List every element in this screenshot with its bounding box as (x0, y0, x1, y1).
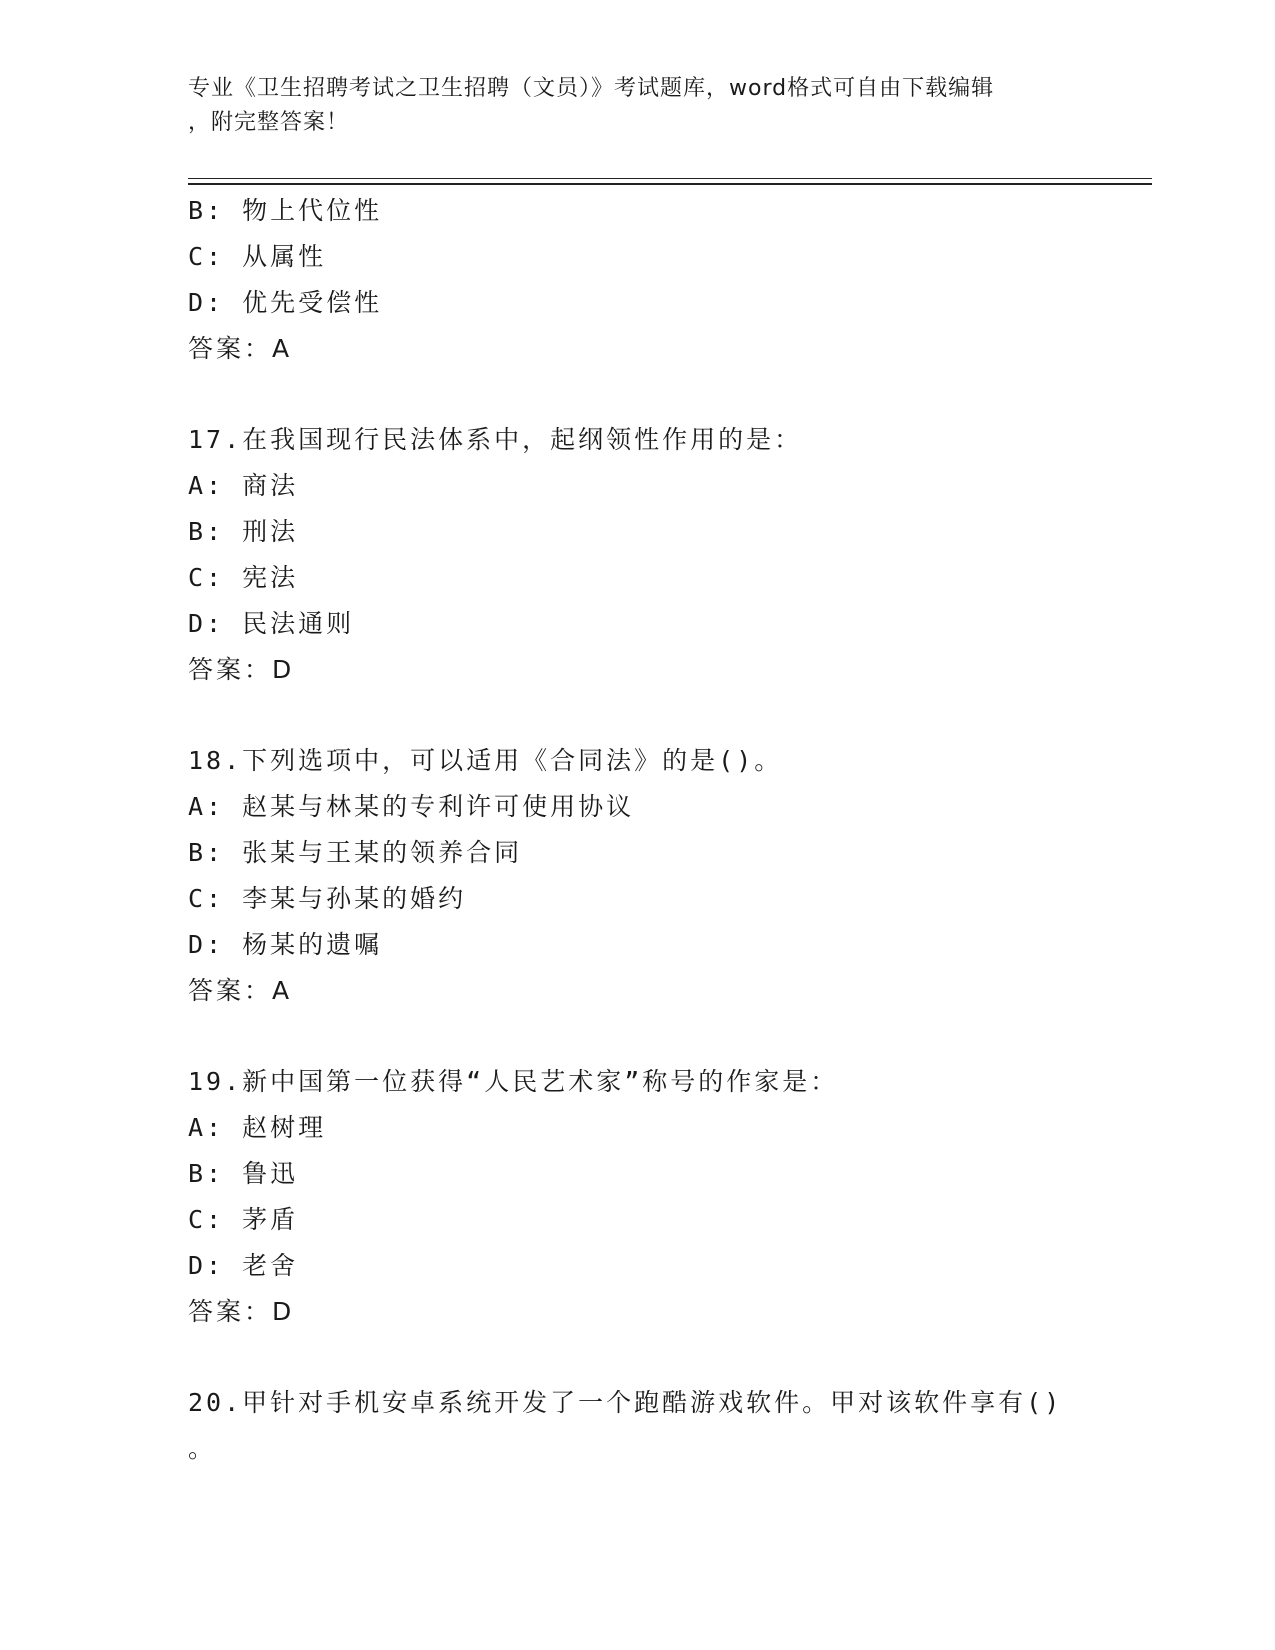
option-c: C: 宪法 (188, 563, 299, 592)
spacer (188, 693, 1088, 738)
question-stem: 19.新中国第一位获得“人民艺术家”称号的作家是： (188, 1067, 839, 1096)
spacer (188, 1014, 1088, 1059)
option-c: C: 从属性 (188, 242, 327, 271)
answer-line: 答案：D (188, 655, 295, 684)
spacer (188, 1335, 1088, 1380)
header-line-2: ，附完整答案！ (188, 110, 350, 135)
answer-line: 答案：A (188, 334, 293, 363)
option-b: B: 物上代位性 (188, 196, 383, 225)
option-d: D: 优先受偿性 (188, 288, 383, 317)
option-c: C: 李某与孙某的婚约 (188, 884, 467, 913)
question-stem-line-2: 。 (188, 1434, 217, 1463)
answer-line: 答案：D (188, 1297, 295, 1326)
question-17 (188, 417, 1088, 693)
answer-line: 答案：A (188, 976, 293, 1005)
option-b: B: 张某与王某的领养合同 (188, 838, 523, 867)
option-a: A: 赵某与林某的专利许可使用协议 (188, 792, 635, 821)
option-d: D: 老舍 (188, 1251, 299, 1280)
option-b: B: 鲁迅 (188, 1159, 299, 1188)
question-stem-line-1: 20.甲针对手机安卓系统开发了一个跑酷游戏软件。甲对该软件享有() (188, 1388, 1063, 1417)
header-divider-thick (188, 183, 1152, 185)
spacer (188, 372, 1088, 417)
header-divider-thin (188, 178, 1152, 179)
option-b: B: 刑法 (188, 517, 299, 546)
option-a: A: 赵树理 (188, 1113, 327, 1142)
option-c: C: 茅盾 (188, 1205, 299, 1234)
question-19 (188, 1059, 1088, 1335)
option-d: D: 民法通则 (188, 609, 355, 638)
option-d: D: 杨某的遗嘱 (188, 930, 383, 959)
document-header (188, 72, 1068, 140)
question-18 (188, 738, 1088, 1014)
question-stem: 17.在我国现行民法体系中，起纲领性作用的是： (188, 425, 803, 454)
question-20 (188, 1380, 1088, 1472)
question-stem: 18.下列选项中，可以适用《合同法》的是()。 (188, 746, 783, 775)
header-line-1: 专业《卫生招聘考试之卫生招聘（文员）》考试题库，word格式可自由下载编辑 (188, 76, 995, 101)
question-16-continued (188, 188, 1088, 372)
question-list (188, 188, 1088, 1472)
option-a: A: 商法 (188, 471, 299, 500)
